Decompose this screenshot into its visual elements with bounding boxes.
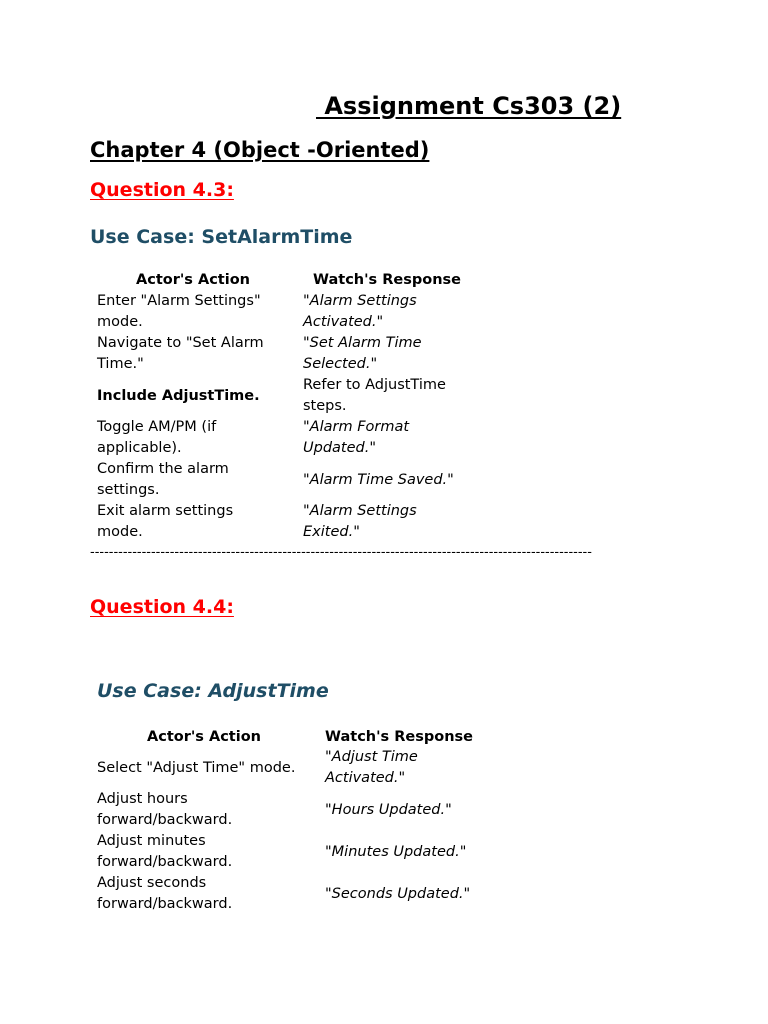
table-header-watch-response: Watch's Response	[313, 272, 461, 288]
cell-line: Updated."	[303, 440, 376, 456]
table-cell-actor-action	[97, 417, 297, 459]
cell-line: forward/backward.	[97, 812, 233, 828]
cell-line: Exit alarm settings	[97, 503, 234, 519]
table-cell-actor-action	[97, 333, 297, 375]
table-cell-actor-action	[97, 758, 317, 779]
table-cell-watch-response	[303, 417, 493, 459]
cell-line: "Minutes Updated."	[325, 843, 467, 860]
table-cell-watch-response	[303, 501, 493, 543]
cell-line: Adjust minutes	[97, 833, 206, 849]
table-cell-watch-response	[325, 884, 505, 905]
cell-line: Toggle AM/PM (if	[97, 419, 217, 435]
cell-line: applicable).	[97, 440, 182, 456]
table-header-watch-response: Watch's Response	[325, 729, 473, 745]
table-header-actor-action: Actor's Action	[147, 729, 261, 745]
table-cell-watch-response	[303, 333, 493, 375]
cell-line: mode.	[97, 524, 143, 540]
cell-line: "Alarm Settings	[303, 503, 417, 519]
cell-line: Selected."	[303, 356, 378, 372]
table-cell-actor-action	[97, 386, 297, 407]
table-cell-actor-action	[97, 459, 297, 501]
table-header-actor-action: Actor's Action	[136, 272, 250, 288]
table-cell-actor-action	[97, 873, 317, 915]
table-cell-watch-response	[303, 291, 493, 333]
cell-line: settings.	[97, 482, 160, 498]
table-cell-watch-response	[325, 842, 505, 863]
cell-line: "Alarm Format	[303, 419, 410, 435]
table-cell-watch-response	[303, 375, 493, 417]
table-cell-watch-response	[303, 470, 493, 491]
section-divider: -----------------------------------------------------------------------------------------------------------	[90, 545, 592, 560]
cell-line: "Adjust Time	[325, 749, 418, 765]
cell-line: Enter "Alarm Settings"	[97, 293, 261, 309]
cell-line: Activated."	[325, 770, 406, 786]
table-cell-actor-action	[97, 789, 317, 831]
cell-line: Include AdjustTime.	[97, 387, 260, 404]
table-cell-actor-action	[97, 291, 297, 333]
cell-line: Adjust hours	[97, 791, 188, 807]
cell-line: Activated."	[303, 314, 384, 330]
use-case-setalarmtime-title: Use Case: SetAlarmTime	[90, 226, 353, 248]
cell-line: Navigate to "Set Alarm	[97, 335, 264, 351]
cell-line: mode.	[97, 314, 143, 330]
chapter-title: Chapter 4 (Object -Oriented)	[90, 138, 430, 162]
table-cell-actor-action	[97, 831, 317, 873]
cell-line: "Alarm Time Saved."	[303, 471, 454, 488]
cell-line: "Alarm Settings	[303, 293, 417, 309]
table-cell-actor-action	[97, 501, 297, 543]
cell-line: "Hours Updated."	[325, 801, 452, 818]
table-cell-watch-response	[325, 800, 505, 821]
question-4-4-heading: Question 4.4:	[90, 596, 234, 618]
use-case-adjusttime-title: Use Case: AdjustTime	[97, 680, 329, 702]
cell-line: Exited."	[303, 524, 360, 540]
document-title: Assignment Cs303 (2)	[316, 92, 622, 120]
cell-line: Confirm the alarm	[97, 461, 229, 477]
cell-line: forward/backward.	[97, 896, 233, 912]
cell-line: "Set Alarm Time	[303, 335, 422, 351]
cell-line: Refer to AdjustTime	[303, 377, 446, 393]
cell-line: Adjust seconds	[97, 875, 207, 891]
cell-line: steps.	[303, 398, 347, 414]
cell-line: Select "Adjust Time" mode.	[97, 759, 296, 776]
question-4-3-heading: Question 4.3:	[90, 179, 234, 201]
cell-line: forward/backward.	[97, 854, 233, 870]
cell-line: Time."	[97, 356, 144, 372]
cell-line: "Seconds Updated."	[325, 885, 471, 902]
table-cell-watch-response	[325, 747, 505, 789]
